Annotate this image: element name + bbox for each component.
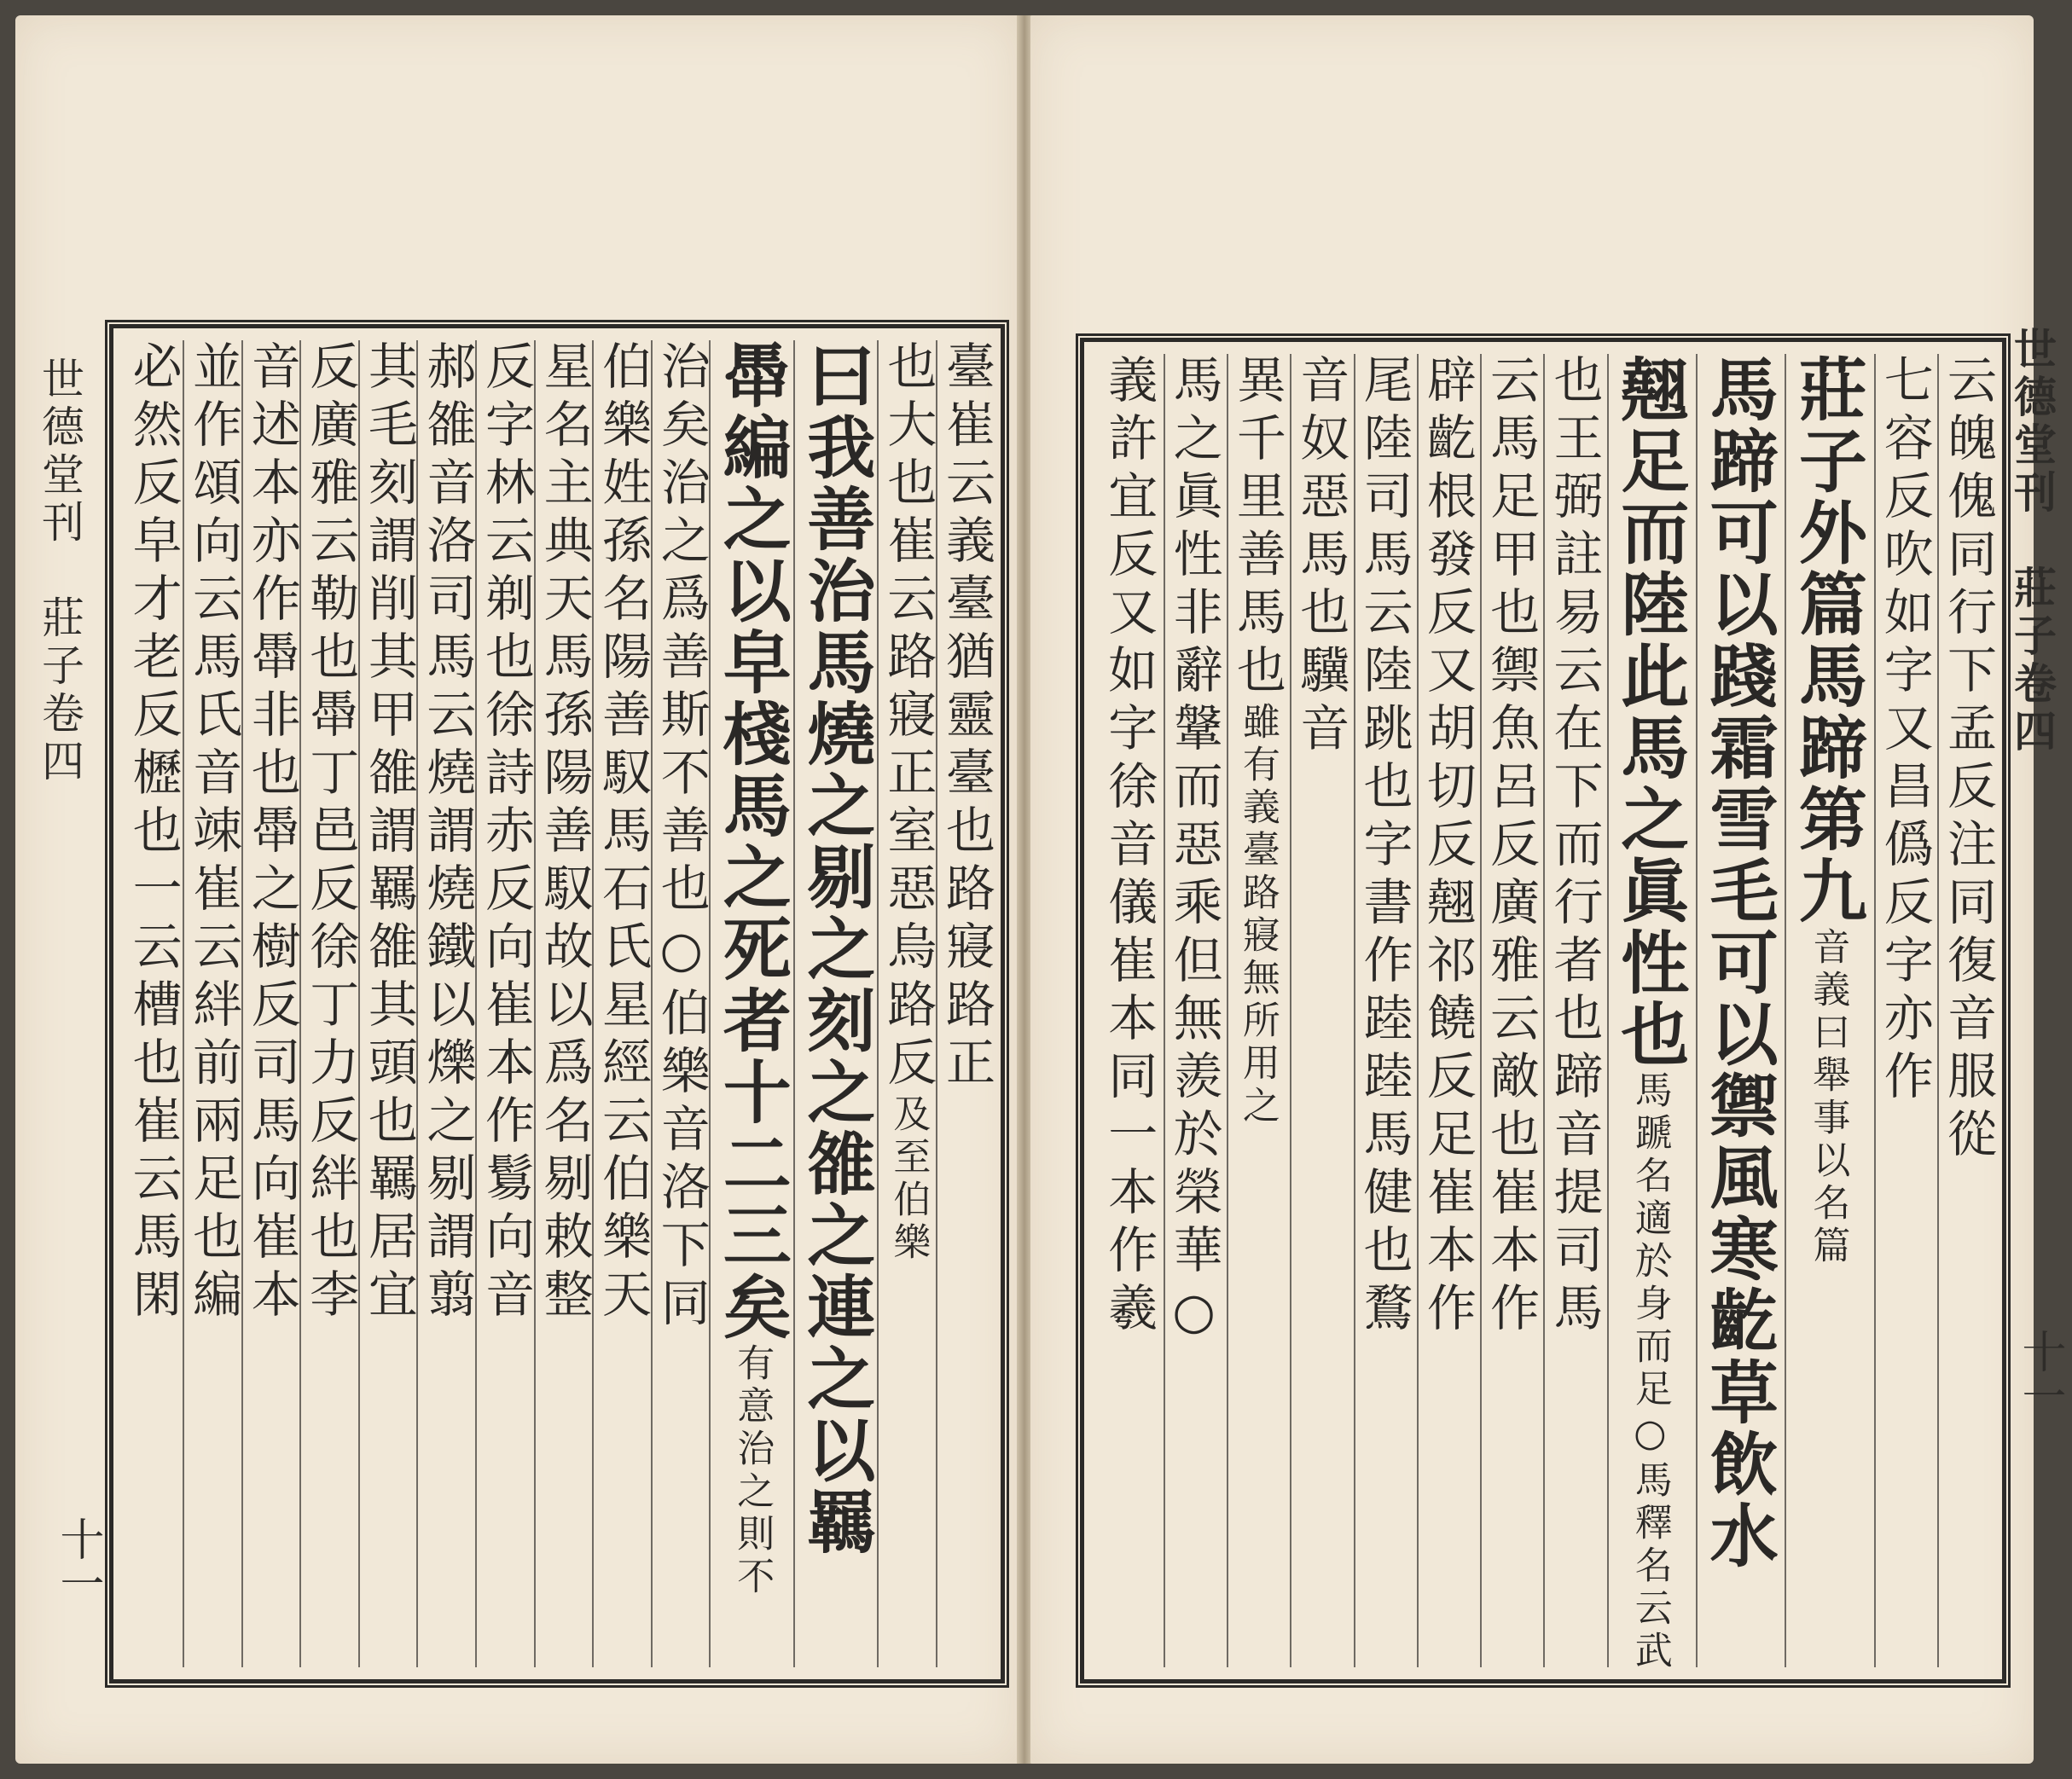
column-main-text: 反字林云剃也徐詩赤反向崔本作鬄向音 (477, 340, 535, 1326)
column-main-text: 馽編之以皁棧馬之死者十二三矣 (711, 340, 792, 1343)
column-main-text: 尾陸司馬云陸跳也字書作踛踛馬健也鶩 (1355, 354, 1413, 1340)
column-annotation-text: 及至伯樂 (886, 1094, 931, 1265)
text-column (241, 340, 299, 1667)
column-main-text: 馬蹄可以踐霜雪毛可以禦風寒齕草飲水 (1698, 354, 1779, 1572)
text-column (1696, 354, 1779, 1667)
column-main-text: 云馬足甲也禦魚呂反廣雅云敵也崔本作 (1482, 354, 1541, 1340)
right-text-frame (1080, 338, 2006, 1683)
text-column (1227, 354, 1285, 1667)
column-annotation-text: 馬蹏名適於身而足○馬釋名云武 (1628, 1070, 1672, 1673)
column-main-text: 音述本亦作馽非也馽之樹反司馬向崔本 (242, 340, 301, 1326)
text-column (1100, 354, 1156, 1667)
column-main-text: 臺崔云義臺猶靈臺也路寢路正 (937, 340, 995, 1094)
column-main-text: 莊子外篇馬蹄第九 (1787, 354, 1868, 927)
column-main-text: 反廣雅云勒也馽丁邑反徐丁力反絆也李 (301, 340, 360, 1326)
text-column (534, 340, 592, 1667)
column-annotation-text: 有意治之則不 (730, 1343, 775, 1599)
column-main-text: 義許宜反又如字徐音儀崔本同一本作羲 (1100, 354, 1158, 1340)
column-main-text: 馬之眞性非辭鞶而惡乘但無羨於榮華○ (1164, 354, 1223, 1348)
text-column (1164, 354, 1222, 1667)
text-column (793, 340, 877, 1667)
column-annotation-text: 音義曰舉事以名篇 (1806, 927, 1850, 1268)
right-page (1030, 15, 2065, 1764)
text-column (358, 340, 416, 1667)
column-main-text: 也王弼註易云在下而行者也蹄音提司馬 (1545, 354, 1604, 1340)
text-column (1874, 354, 1932, 1667)
column-main-text: 伯樂姓孫名陽善馭馬石氏星經云伯樂天 (594, 340, 653, 1326)
column-main-text: 曰我善治馬燒之剔之刻之雒之連之以羈 (795, 340, 876, 1558)
text-column (1480, 354, 1541, 1667)
right-margin-label: 世德堂刊 莊子卷四 (2007, 327, 2057, 756)
column-main-text: 治矣治之爲善斯不善也○伯樂音洛下同 (652, 340, 711, 1335)
left-margin-label: 世德堂刊 莊子卷四 (35, 356, 84, 786)
left-page-number: 十一 (52, 1516, 103, 1605)
text-column (1290, 354, 1348, 1667)
column-main-text: 郝雒音洛司馬云燒謂燒鐵以爍之剔謂翦 (418, 340, 477, 1326)
text-column (1417, 354, 1475, 1667)
text-column (475, 340, 533, 1667)
column-main-text: 也大也崔云路寢正室惡烏路反 (879, 340, 937, 1094)
column-main-text: 辟齕根發反又胡切反翹祁饒反足崔本作 (1418, 354, 1477, 1340)
text-column (1354, 354, 1412, 1667)
column-main-text: 七容反吹如字又昌僞反字亦作 (1875, 354, 1934, 1108)
text-column (936, 340, 994, 1667)
column-main-text: 翹足而陸此馬之眞性也 (1609, 354, 1690, 1070)
text-column (125, 340, 181, 1667)
column-main-text: 其毛刻謂削其甲雒謂羈雒其頭也羈居宜 (359, 340, 418, 1326)
left-page (15, 15, 1019, 1764)
text-column (1937, 354, 1995, 1667)
text-column (1543, 354, 1604, 1667)
column-annotation-text: 雖有義臺路寢無所用之 (1235, 702, 1280, 1128)
text-column (1607, 354, 1691, 1673)
column-main-text: 音奴惡馬也驥音 (1291, 354, 1350, 760)
column-main-text: 云魄傀同行下孟反注同復音服從 (1939, 354, 1997, 1166)
left-text-frame (109, 324, 1005, 1683)
right-page-number: 十一 (2014, 1329, 2065, 1417)
column-main-text: 星名主典天馬孫陽善馭故以爲名剔敕整 (535, 340, 594, 1326)
column-main-text: 必然反皁才老反櫪也一云槽也崔云馬閑 (124, 340, 183, 1326)
text-column (416, 340, 477, 1667)
column-main-text: 異千里善馬也 (1228, 354, 1286, 702)
column-main-text: 並作頌向云馬氏音竦崔云絆前兩足也編 (184, 340, 243, 1326)
text-column (1785, 354, 1868, 1667)
text-column (299, 340, 360, 1667)
text-column (877, 340, 935, 1667)
text-column (709, 340, 792, 1667)
text-column (183, 340, 241, 1667)
text-column (651, 340, 709, 1667)
text-column (592, 340, 653, 1667)
